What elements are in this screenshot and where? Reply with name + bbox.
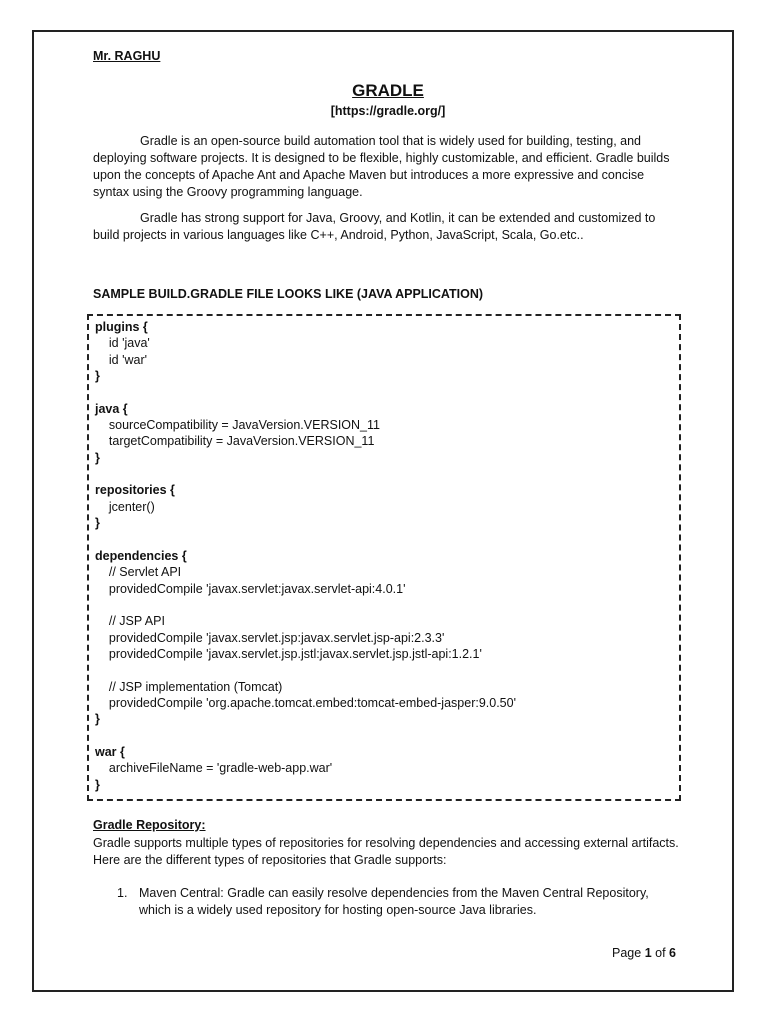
- code-line: plugins {: [95, 320, 148, 334]
- code-line: }: [95, 450, 100, 465]
- code-line: [95, 531, 673, 547]
- code-line: targetCompatibility = JavaVersion.VERSION_11: [95, 434, 375, 449]
- code-line: [95, 597, 673, 613]
- code-line: id 'war': [95, 352, 148, 367]
- code-line: }: [95, 777, 100, 792]
- current-page: 1: [644, 946, 652, 960]
- code-line: // JSP implementation (Tomcat): [95, 679, 283, 694]
- code-line: repositories {: [95, 483, 175, 498]
- intro-paragraph: Gradle is an open-source build automation tool that is widely used for building, testing, and deploying software projects. It is designed to be flexible, highly customizable, and efficient. Gradle builds upon the concepts of Apache Ant and Apache Maven but introduces a more expressive and concise syntax using the Groovy programming language.: [93, 134, 670, 199]
- code-line: war {: [95, 744, 125, 759]
- code-block: [87, 314, 681, 801]
- code-line: dependencies {: [95, 548, 187, 563]
- code-line: [95, 728, 673, 744]
- code-line: archiveFileName = 'gradle-web-app.war': [95, 761, 333, 776]
- code-line: // JSP API: [95, 614, 165, 629]
- code-line: }: [95, 712, 100, 727]
- code-line: [95, 662, 673, 678]
- page-title: GRADLE: [352, 81, 424, 100]
- support-paragraph: Gradle has strong support for Java, Groovy, and Kotlin, it can be extended and customized to build projects in various languages like C++, Android, Python, JavaScript, Scala, Go.etc..: [93, 211, 656, 242]
- of-label: of: [655, 946, 666, 960]
- code-line: }: [95, 369, 100, 384]
- document-content: [93, 48, 683, 919]
- list-item: [117, 885, 683, 919]
- code-line: providedCompile 'javax.servlet.jsp.jstl:javax.servlet.jsp.jstl-api:1.2.1': [95, 646, 482, 661]
- sample-heading: SAMPLE BUILD.GRADLE FILE LOOKS LIKE (JAVA APPLICATION): [93, 287, 484, 301]
- code-line: providedCompile 'javax.servlet.jsp:javax.servlet.jsp-api:2.3.3': [95, 630, 445, 645]
- list-item-number: 1.: [117, 885, 128, 900]
- source-url: [https://gradle.org/]: [330, 104, 446, 118]
- code-line: providedCompile 'javax.servlet:javax.servlet-api:4.0.1': [95, 581, 406, 596]
- code-line: java {: [95, 401, 128, 416]
- code-line: [95, 384, 673, 400]
- list-item-text: Maven Central: Gradle can easily resolve dependencies from the Maven Central Repository, which is a widely used repository for hosting open-source Java libraries.: [139, 885, 649, 917]
- repository-list: [93, 885, 683, 919]
- code-line: }: [95, 516, 100, 531]
- repository-description: Gradle supports multiple types of repositories for resolving dependencies and accessing external artifacts. Here are the different types of repositories that Gradle supports:: [93, 835, 679, 867]
- author-name: Mr. RAGHU: [93, 49, 161, 63]
- code-line: sourceCompatibility = JavaVersion.VERSION_11: [95, 418, 380, 433]
- code-line: // Servlet API: [95, 565, 182, 580]
- page-footer: [612, 946, 676, 960]
- page-label: Page: [612, 946, 642, 960]
- code-line: [95, 466, 673, 482]
- repository-heading: Gradle Repository:: [93, 817, 206, 832]
- code-line: id 'java': [95, 336, 150, 351]
- code-line: providedCompile 'org.apache.tomcat.embed:tomcat-embed-jasper:9.0.50': [95, 695, 516, 710]
- total-pages: 6: [669, 946, 676, 960]
- code-line: jcenter(): [95, 499, 155, 514]
